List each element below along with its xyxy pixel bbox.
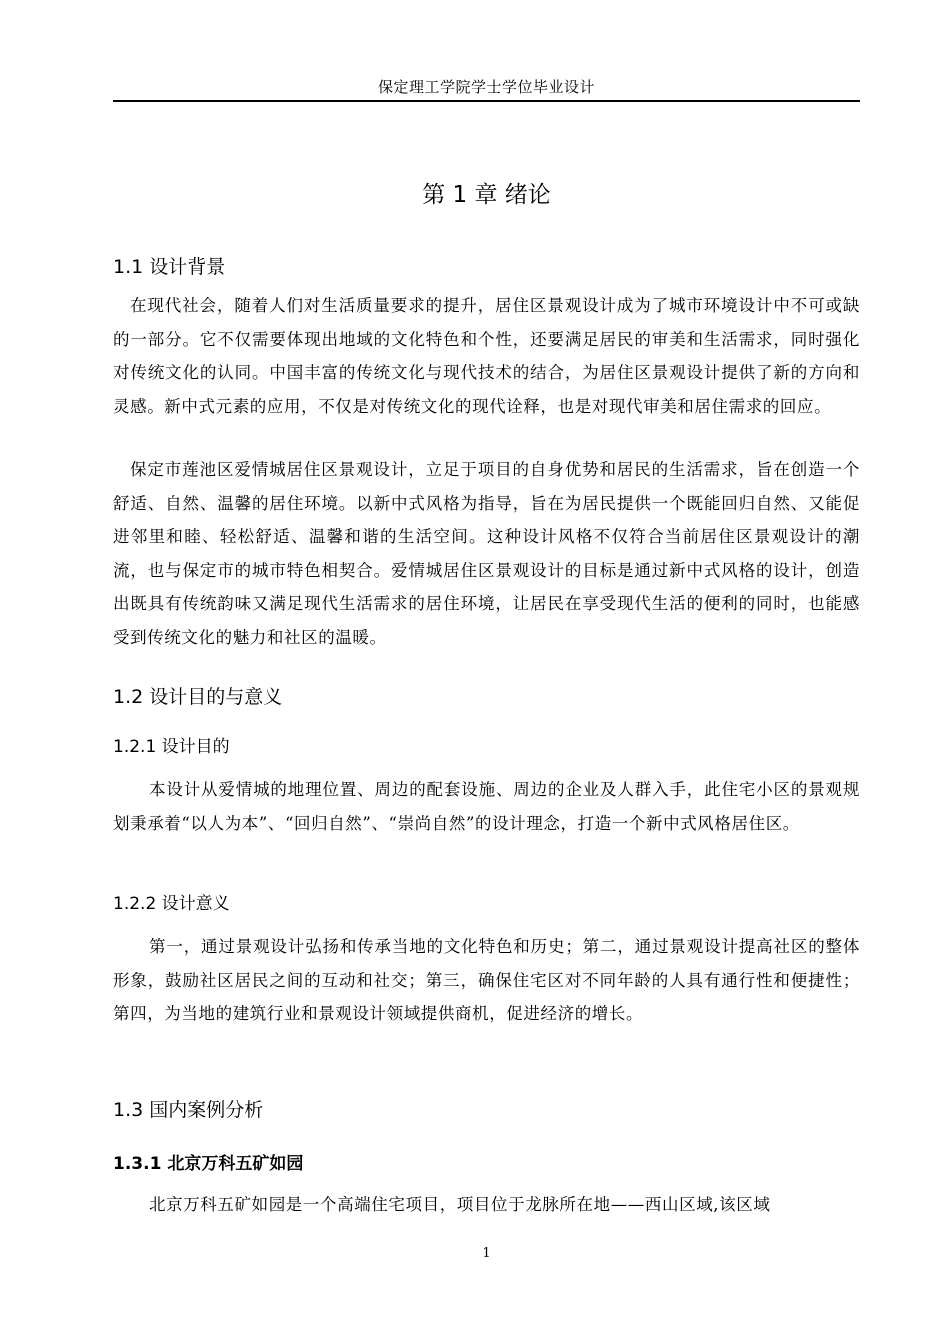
- subsection-heading-1-2-2: 1.2.2 设计意义: [113, 894, 230, 914]
- paragraph-1-1-a: 在现代社会，随着人们对生活质量要求的提升，居住区景观设计成为了城市环境设计中不可或缺的一部分。它不仅需要体现出地域的文化特色和个性，还要满足居民的审美和生活需求，同时强化对传统文化的认同。中国丰富的传统文化与现代技术的结合，为居住区景观设计提供了新的方向和灵感。新中式元素的应用，不仅是对传统文化的现代诠释，也是对现代审美和居住需求的回应。: [113, 296, 860, 416]
- paragraph-1-3-1: 北京万科五矿如园是一个高端住宅项目，项目位于龙脉所在地——西山区域,该区域: [149, 1195, 771, 1214]
- subsection-heading-1-2-1: 1.2.1 设计目的: [113, 737, 230, 757]
- paragraph-1-2-2: 第一，通过景观设计弘扬和传承当地的文化特色和历史；第二，通过景观设计提高社区的整体形象，鼓励社区居民之间的互动和社交；第三，确保住宅区对不同年龄的人具有通行性和便捷性；第四，为当地的建筑行业和景观设计领域提供商机，促进经济的增长。: [113, 937, 860, 1023]
- paragraph-1-1-b: 保定市莲池区爱情城居住区景观设计，立足于项目的自身优势和居民的生活需求，旨在创造一个舒适、自然、温馨的居住环境。以新中式风格为指导，旨在为居民提供一个既能回归自然、又能促进邻里和睦、轻松舒适、温馨和谐的生活空间。这种设计风格不仅符合当前居住区景观设计的潮流，也与保定市的城市特色相契合。爱情城居住区景观设计的目标是通过新中式风格的设计，创造出既具有传统韵味又满足现代生活需求的居住环境，让居民在享受现代生活的便利的同时，也能感受到传统文化的魅力和社区的温暖。: [113, 460, 860, 647]
- running-header: 保定理工学院学士学位毕业设计: [377, 78, 595, 96]
- section-heading-1-2: 1.2 设计目的与意义: [113, 686, 283, 708]
- page-number: 1: [482, 1246, 491, 1261]
- chapter-title: 第 1 章 绪论: [422, 182, 551, 208]
- subsection-heading-1-3-1: 1.3.1 北京万科五矿如园: [113, 1154, 304, 1174]
- section-heading-1-1: 1.1 设计背景: [113, 256, 226, 278]
- paragraph-1-2-1: 本设计从爱情城的地理位置、周边的配套设施、周边的企业及人群入手，此住宅小区的景观规划秉承着“以人为本”、“回归自然”、“崇尚自然”的设计理念，打造一个新中式风格居住区。: [113, 780, 860, 833]
- header-rule: [113, 100, 860, 102]
- section-heading-1-3: 1.3 国内案例分析: [113, 1099, 264, 1121]
